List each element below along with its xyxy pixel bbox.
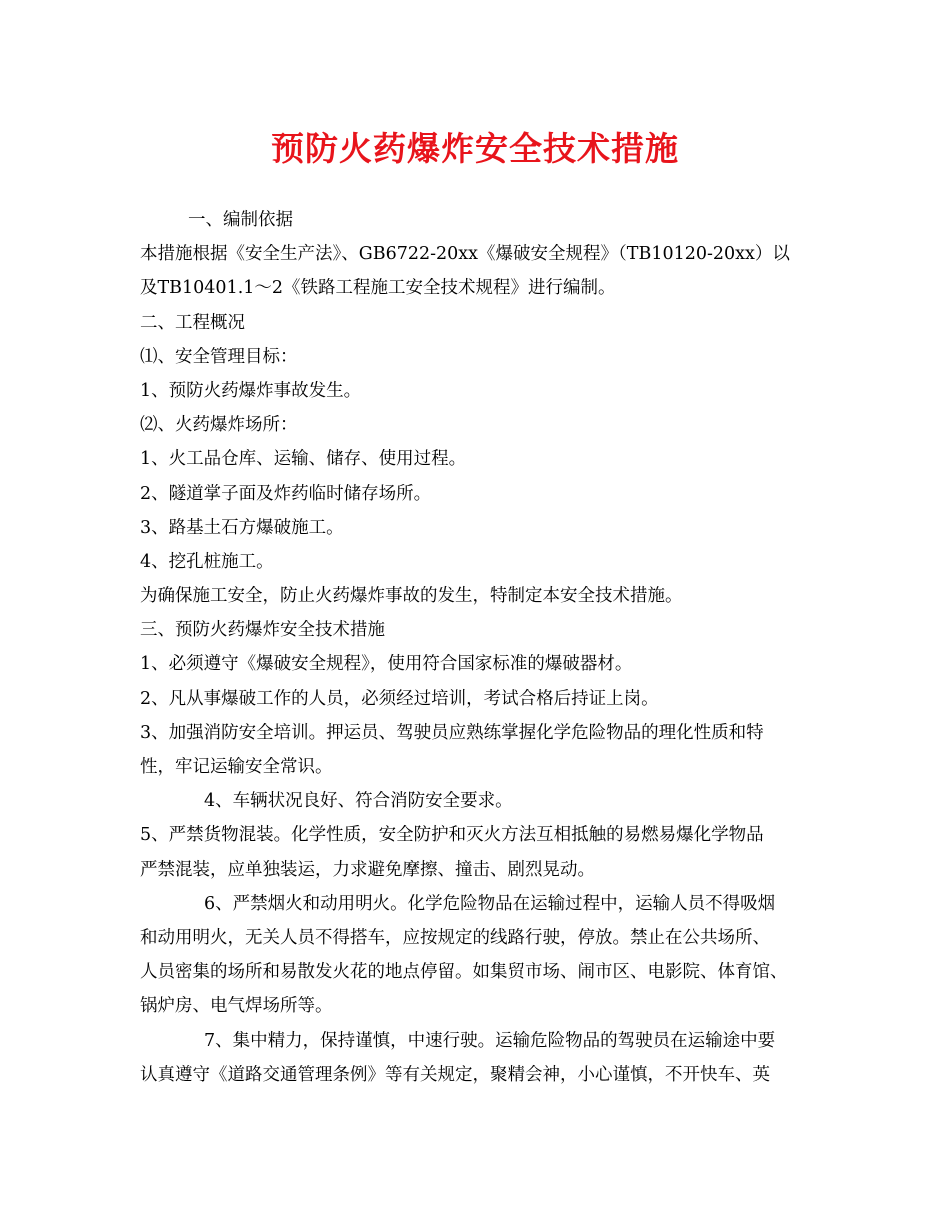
list-item: 7、集中精力，保持谨慎，中速行驶。运输危险物品的驾驶员在运输途中要: [204, 1030, 776, 1051]
paragraph-line: 本措施根据《安全生产法》、GB6722-20xx《爆破安全规程》（TB10120-20xx）以: [140, 244, 790, 265]
list-item-continuation: 严禁混装，应单独装运，力求避免摩擦、撞击、剧烈晃动。: [140, 859, 595, 880]
list-item: 2、隧道掌子面及炸药临时储存场所。: [140, 483, 432, 504]
list-item-continuation: 和动用明火，无关人员不得搭车，应按规定的线路行驶，停放。禁止在公共场所、: [140, 927, 770, 948]
paragraph-line: 为确保施工安全，防止火药爆炸事故的发生，特制定本安全技术措施。: [140, 586, 683, 607]
subsection-heading: ⑴、安全管理目标：: [140, 346, 298, 367]
list-item-continuation: 人员密集的场所和易散发火花的地点停留。如集贸市场、闹市区、电影院、体育馆、: [140, 962, 788, 983]
paragraph-line: 及TB10401.1～2《铁路工程施工安全技术规程》进行编制。: [140, 278, 616, 299]
list-item-continuation: 认真遵守《道路交通管理条例》等有关规定，聚精会神，小心谨慎，不开快车、英: [140, 1064, 770, 1085]
page-title: 预防火药爆炸安全技术措施: [271, 129, 679, 168]
list-item-continuation: 锅炉房、电气焊场所等。: [140, 996, 333, 1017]
list-item: 3、加强消防安全培训。押运员、驾驶员应熟练掌握化学危险物品的理化性质和特: [140, 722, 764, 743]
list-item: 1、火工品仓库、运输、储存、使用过程。: [140, 449, 467, 470]
list-item: 3、路基土石方爆破施工。: [140, 517, 344, 538]
list-item-continuation: 性，牢记运输安全常识。: [140, 757, 333, 777]
list-item: 4、挖孔桩施工。: [140, 551, 274, 572]
list-item: 6、严禁烟火和动用明火。化学危险物品在运输过程中，运输人员不得吸烟: [204, 893, 776, 914]
section-heading: 一、编制依据: [188, 210, 293, 230]
section-heading: 二、工程概况: [140, 312, 245, 333]
section-heading: 三、预防火药爆炸安全技术措施: [140, 620, 385, 641]
list-item: 1、预防火药爆炸事故发生。: [140, 380, 362, 401]
document-body: [140, 203, 830, 1092]
subsection-heading: ⑵、火药爆炸场所：: [140, 415, 298, 436]
list-item: 2、凡从事爆破工作的人员，必须经过培训，考试合格后持证上岗。: [140, 688, 659, 709]
list-item: 5、严禁货物混装。化学性质，安全防护和灭火方法互相抵触的易燃易爆化学物品: [140, 825, 764, 846]
list-item: 1、必须遵守《爆破安全规程》，使用符合国家标准的爆破器材。: [140, 654, 633, 675]
list-item: 4、车辆状况良好、符合消防安全要求。: [204, 791, 513, 812]
